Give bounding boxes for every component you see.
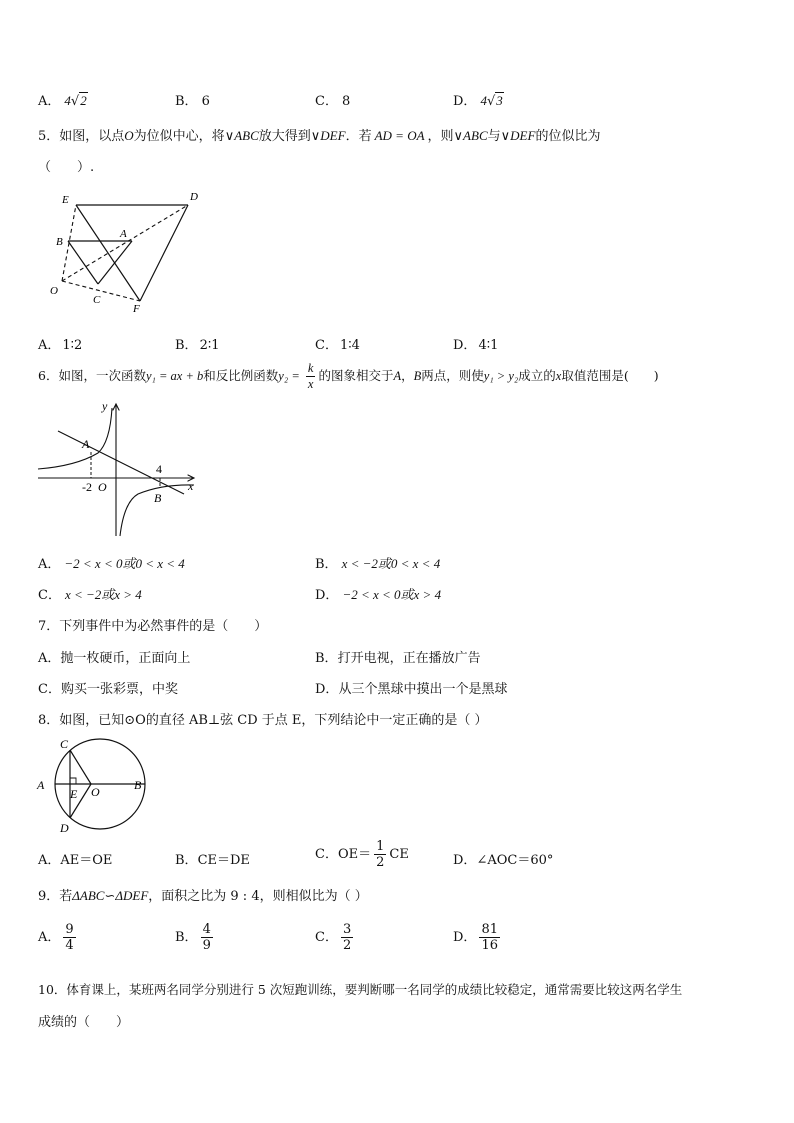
q8-figure	[34, 736, 154, 836]
q8-choice-c: C．OE＝ $\frac{1}{2}$ CE	[315, 839, 409, 870]
q8-label-d: D	[60, 821, 69, 835]
q5-label-e: E	[62, 194, 69, 206]
q5-choice-b: B． 2∶1	[175, 338, 220, 353]
q5-label-d: D	[190, 191, 198, 203]
q6-choice-b: B． x < −2或0 < x < 4	[315, 556, 441, 572]
q5-label-a: A	[120, 228, 127, 240]
q7-choice-d: D．从三个黑球中摸出一个是黑球	[315, 682, 508, 697]
q5-choice-c: C． 1∶4	[315, 338, 360, 353]
q8-choice-d: D．∠AOC＝60°	[453, 853, 554, 868]
q6-label-o: O	[98, 480, 107, 494]
q6-stem: 6．如图，一次函数y₁ = ax + b和反比例函数y₂ = $\frac{k}{x}$ 的图象相交于A，B两点，则使y₁ > y₂成立的x取值范围是( )	[38, 361, 659, 391]
q4-choice-b: B． 6	[175, 94, 210, 109]
q7-choice-b: B．打开电视，正在播放广告	[315, 651, 481, 666]
q6-label-a: A	[82, 437, 90, 451]
q6-figure	[36, 398, 201, 538]
q8-label-e: E	[70, 787, 78, 801]
q6-choice-d: D． −2 < x < 0或x > 4	[315, 587, 442, 603]
q8-stem: 8．如图，已知⊙O的直径 AB⊥弦 CD 于点 E，下列结论中一定正确的是（ ）	[38, 713, 488, 728]
q4-choice-c: C． 8	[315, 94, 351, 109]
q4-choice-a: A． 4√2	[38, 93, 87, 109]
q9-choice-b: B． $\frac{4}{9}$	[175, 922, 211, 953]
q6-choice-c: C． x < −2或x > 4	[38, 587, 142, 603]
q5-label-o: O	[50, 285, 58, 297]
q5-label-c: C	[93, 294, 101, 306]
q6-label-b: B	[154, 491, 162, 505]
q5-choice-a: A． 1∶2	[38, 338, 83, 353]
q6-label-4: 4	[156, 462, 162, 476]
q8-label-a: A	[37, 778, 45, 792]
q8-label-b: B	[134, 778, 142, 792]
q10-stem-line2: 成绩的（ ）	[38, 1015, 130, 1030]
q6-label-y: y	[102, 399, 108, 413]
q7-choice-c: C．购买一张彩票，中奖	[38, 682, 178, 697]
q8-choice-a: A．AE＝OE	[38, 853, 113, 868]
q9-choice-a: A． $\frac{9}{4}$	[38, 922, 74, 953]
q9-stem: 9．若ΔABC∽ΔDEF，面积之比为 9 : 4，则相似比为（ ）	[38, 888, 368, 904]
q8-label-c: C	[60, 737, 69, 751]
q5-stem-line1: 5．如图，以点O为位似中心，将∨ABC放大得到∨DEF．若 AD = OA ，则∨ABC与∨DEF的位似比为	[38, 128, 601, 144]
q6-hyperbola-left	[38, 408, 112, 469]
q9-choice-d: D． $\frac{81}{16}$	[453, 922, 498, 953]
q5-figure	[40, 188, 210, 318]
q6-label-x: x	[188, 479, 194, 493]
q5-label-f: F	[133, 303, 140, 315]
q8-label-o: O	[91, 785, 100, 799]
q6-choice-a: A． −2 < x < 0或0 < x < 4	[38, 556, 185, 572]
q9-choice-c: C． $\frac{3}{2}$	[315, 922, 352, 953]
q5-label-b: B	[56, 236, 63, 248]
q7-stem: 7．下列事件中为必然事件的是（ ）	[38, 619, 268, 634]
q5-choice-d: D． 4∶1	[453, 338, 499, 353]
q8-choice-b: B．CE＝DE	[175, 853, 250, 868]
q4-choice-d: D． 4√3	[453, 93, 503, 109]
q10-stem-line1: 10．体育课上，某班两名同学分别进行 5 次短跑训练，要判断哪一名同学的成绩比较稳定，通常需要比较这两名学生	[38, 982, 683, 997]
q5-stem-line2: （ ）.	[38, 160, 95, 175]
q6-label-neg2: -2	[82, 480, 92, 494]
q7-choice-a: A．抛一枚硬币，正面向上	[38, 651, 191, 666]
